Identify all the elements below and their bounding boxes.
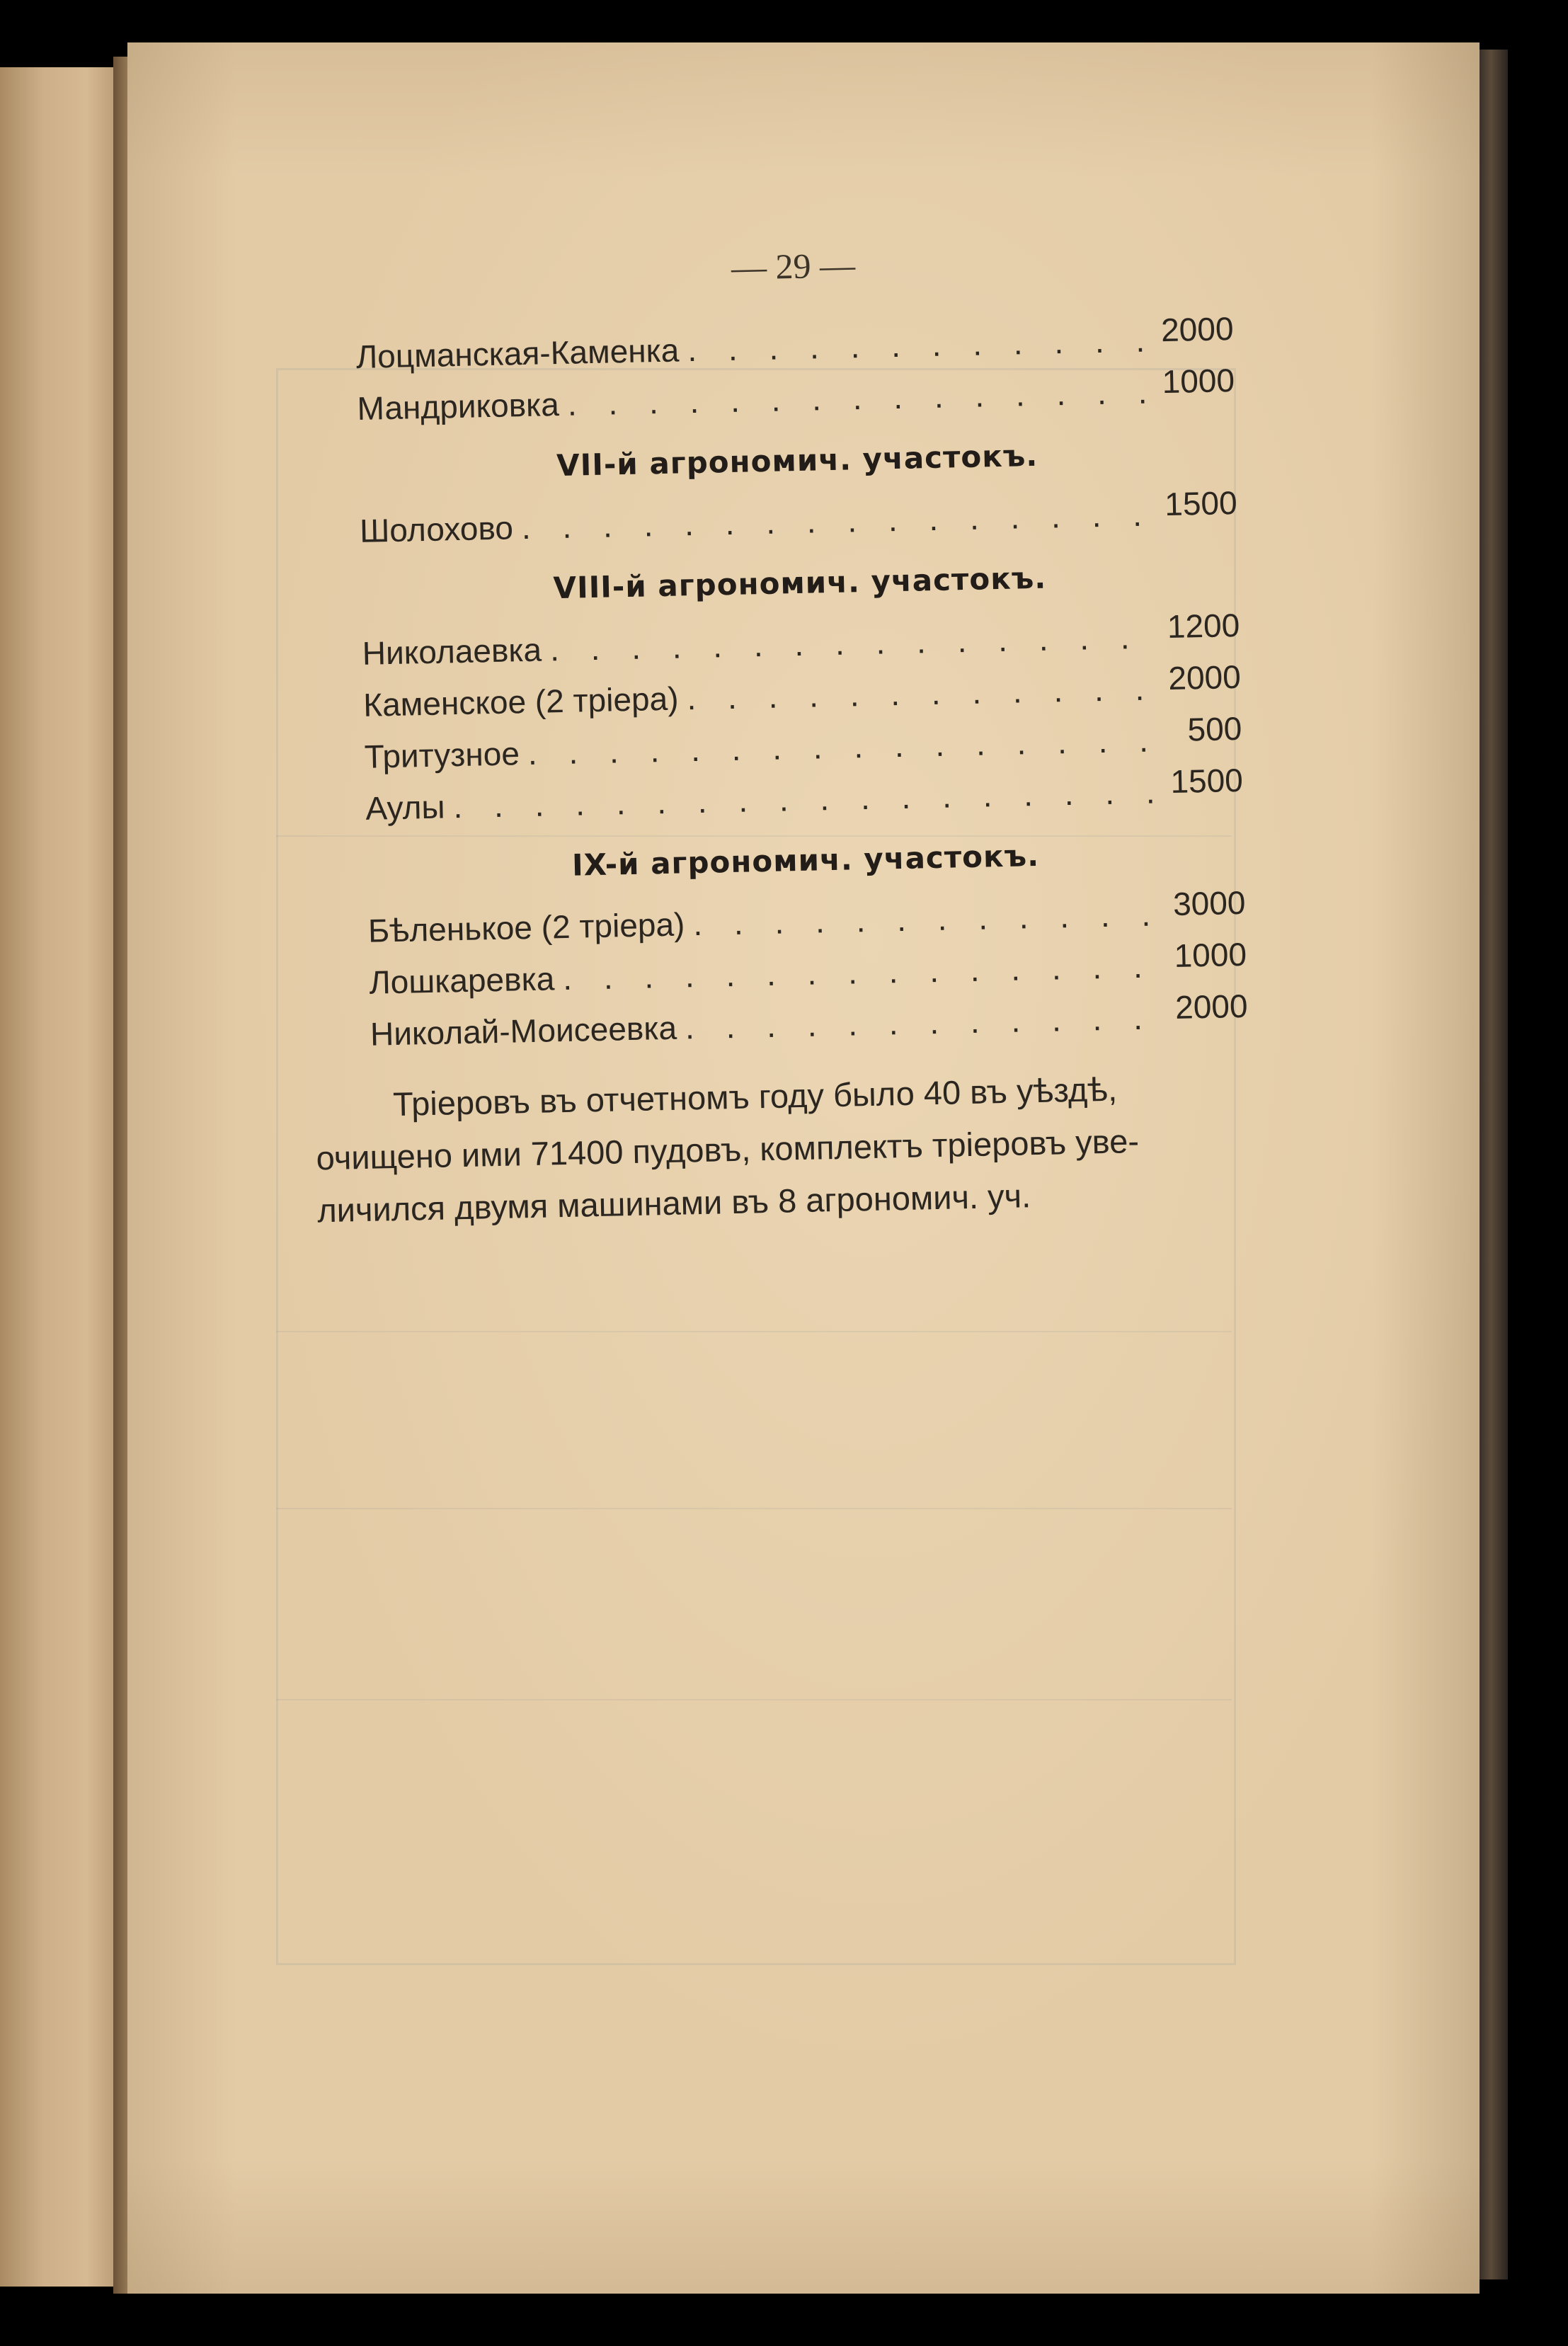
paragraph-line: очищено ими 71400 пудовъ, комплектъ тріеровъ уве- (316, 1122, 1140, 1177)
village-name: Николай-Моисеевка (370, 1009, 677, 1053)
paragraph-line: личился двумя машинами въ 8 агрономич. уч. (316, 1177, 1031, 1230)
section-heading-viii: VIII-й агрономич. участокъ. (553, 560, 1047, 606)
dot-leader (685, 888, 1162, 950)
bleed-through-line (276, 1508, 1232, 1509)
village-name: Бѣленькое (2 тріера) (367, 905, 685, 949)
amount: 2000 (1160, 310, 1234, 349)
dot-leader (678, 663, 1157, 724)
village-name: Аулы (365, 788, 445, 827)
village-name: Лошкаревка (368, 960, 555, 1001)
paragraph-line: Тріеровъ въ отчетномъ году было 40 въ уѣздѣ, (392, 1070, 1118, 1123)
village-name: Шолохово (359, 509, 514, 549)
village-name: Лоцманская-Каменка (355, 331, 680, 375)
page-number: — 29 — (731, 245, 856, 287)
village-name: Николаевка (362, 631, 542, 672)
amount: 1000 (1162, 361, 1235, 401)
amount: 1500 (1169, 761, 1244, 801)
amount: 500 (1187, 709, 1242, 748)
dot-leader (679, 315, 1150, 377)
section-heading-ix: IX-й агрономич. участокъ. (571, 837, 1040, 883)
village-name: Мандриковка (357, 385, 560, 427)
amount: 2000 (1174, 987, 1249, 1026)
village-name: Тритузное (364, 735, 520, 775)
amount: 1000 (1174, 935, 1247, 974)
amount: 3000 (1172, 883, 1246, 922)
left-page (0, 67, 124, 2287)
dot-leader (676, 992, 1163, 1053)
village-name: Каменское (2 тріера) (362, 680, 679, 723)
amount: 2000 (1167, 658, 1242, 697)
page-content (316, 236, 1252, 1236)
summary-paragraph (314, 1060, 1266, 1237)
bleed-through-line (276, 1699, 1232, 1700)
bleed-through-line (276, 1331, 1232, 1332)
amount: 1500 (1164, 483, 1238, 523)
amount: 1200 (1167, 606, 1240, 646)
page-edge (1480, 50, 1508, 2279)
section-heading-vii: VII-й агрономич. участокъ. (556, 437, 1038, 483)
